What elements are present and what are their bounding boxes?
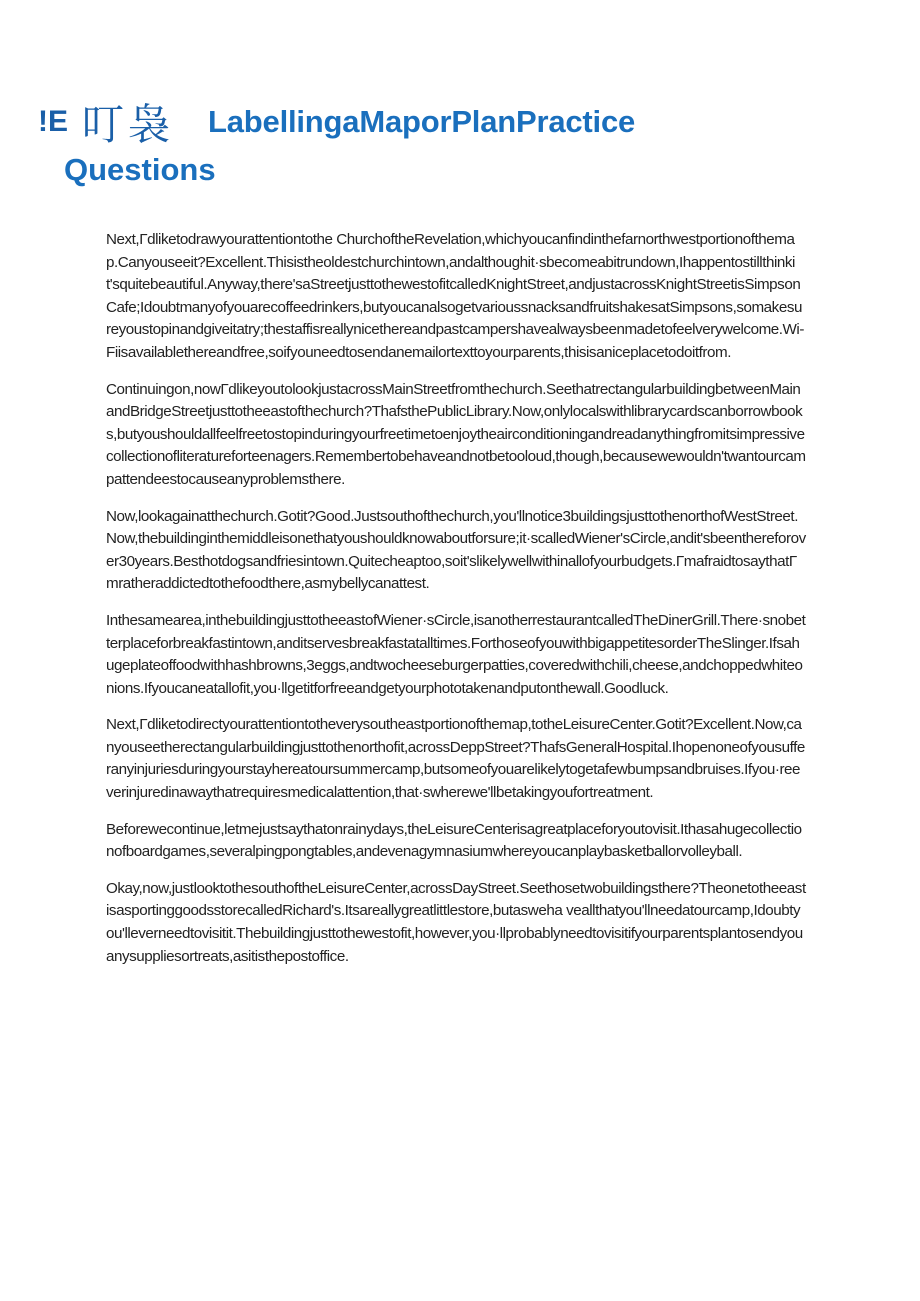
title-row bbox=[38, 92, 898, 152]
page-title-continued: Questions bbox=[64, 152, 216, 187]
logo-mark: !E bbox=[38, 105, 68, 138]
paragraph: Beforewecontinue,letmejustsaythatonrainydays,theLeisureCenterisagreatplaceforyoutovisit.Ithasahugecollectionofboardgames,severalpingpongtables,andevenagymnasiumwhereyoucanplaybasketballorvolleyball. bbox=[106, 820, 802, 861]
paragraph: Inthesamearea,inthebuildingjusttotheeastofWiener·sCircle,isanotherrestaurantcalledTheDinerGrill.There·snobetterplaceforbreakfastintown,anditservesbreakfastatalltimes.ForthoseofyouwithbigappetitesorderTheSlinger.Ifsahugeplateoffoodwithhashbrowns,3eggs,andtwocheeseburgerpatties,coveredwithchili,cheese,andchoppedwhiteonions.Ifyoucaneatallofit,you·llgetitforfreeandgetyourphototakenandputonthewall.Goodluck. bbox=[106, 611, 806, 697]
page-title: LabellingaMaporPlanPractice bbox=[208, 104, 636, 139]
page-header bbox=[38, 92, 898, 187]
paragraph: Okay,now,justlooktothesouthoftheLeisureCenter,acrossDayStreet.Seethosetwobuildingsthere?TheonetotheeastisasportinggoodsstorecalledRichard's.Itsareallygreatlittlestore,butasweha veallthatyou'llneedatourcamp,Idoubtyou'lleverneedtovisitit.Thebuildingjusttothewestofit,however,you·llprobablyneedtovisitifyourparentsplantosendyouanysuppliesortreats,asitisthepostoffice. bbox=[106, 879, 806, 965]
paragraph: Continuingon,nowΓdlikeyoutolookjustacrossMainStreetfromthechurch.SeethatrectangularbuildingbetweenMainandBridgeStreetjusttotheeastofthechurch?ThafsthePublicLibrary.Now,onlylocalswithlibrarycardscanborrowbooks,butyoushouldallfeelfreetostopinduringyourfreetimetoenjoytheairconditioningandreadanythingfromitsimpressivecollectionofliteratureforteenagers.Remembertobehaveandnotbetooloud,though,becausewewouldn'twantourcampattendeestocauseanyproblemsthere. bbox=[106, 380, 806, 488]
paragraph: Next,Γdliketodirectyourattentiontotheverysoutheastportionofthemap,totheLeisureCenter.Gotit?Excellent.Now,canyouseetherectangularbuildingjusttothenorthofit,acrossDeppStreet?ThafsGeneralHospital.Ihopenoneofyousufferanyinjuriesduringyourstayhereatoursummercamp,butsomeofyouarelikelytogetafewbumpsandbruises.Ifyou·reeverinjuredinawaythatrequiresmedicalattention,that·swherewe'llbetakingyoufortreatment. bbox=[106, 716, 805, 802]
paragraph: Next,Γdliketodrawyourattentiontothe ChurchoftheRevelation,whichyoucanfindinthefarnorthwestportionofthemap.Canyouseeit?Excellent.Thisistheoldestchurchintown,andalthoughit·sbecomeabitrundown,Ihappentostillthinkit'squitebeautiful.Anyway,there'saStreetjusttothewestofitcalledKnightStreet,andjustacrossKnightStreetisSimpsonCafe;Idoubtmanyofyouarecoffeedrinkers,butyoucanalsogetvarioussnacksandfruitshakesatSimpsons,somakesureyoustopinandgiveitatry;thestaffisreallynicethereandpastcampershavealwaysbeenmadetofeelverywelcome.Wi-Fiisavailablethereandfree,soifyouneedtosendanemailortexttoyourparents,thisisaniceplacetodoitfrom. bbox=[106, 231, 804, 361]
logo-glyphs: 叮袅 bbox=[82, 100, 175, 149]
article-body bbox=[106, 229, 806, 982]
paragraph: Now,lookagainatthechurch.Gotit?Good.Justsouthofthechurch,you'llnotice3buildingsjusttothenorthofWestStreet.Now,thebuildinginthemiddleisonethatyoushouldknowaboutforsure;it·scalledWiener'sCircle,andit'sbeenthereforover30years.Besthotdogsandfriesintown.Quitecheaptoo,soit'slikelywellwithinallofyourbudgets.ΓmafraidtosaythatΓmratheraddictedtothefoodthere,asmybellycanattest. bbox=[106, 507, 806, 593]
